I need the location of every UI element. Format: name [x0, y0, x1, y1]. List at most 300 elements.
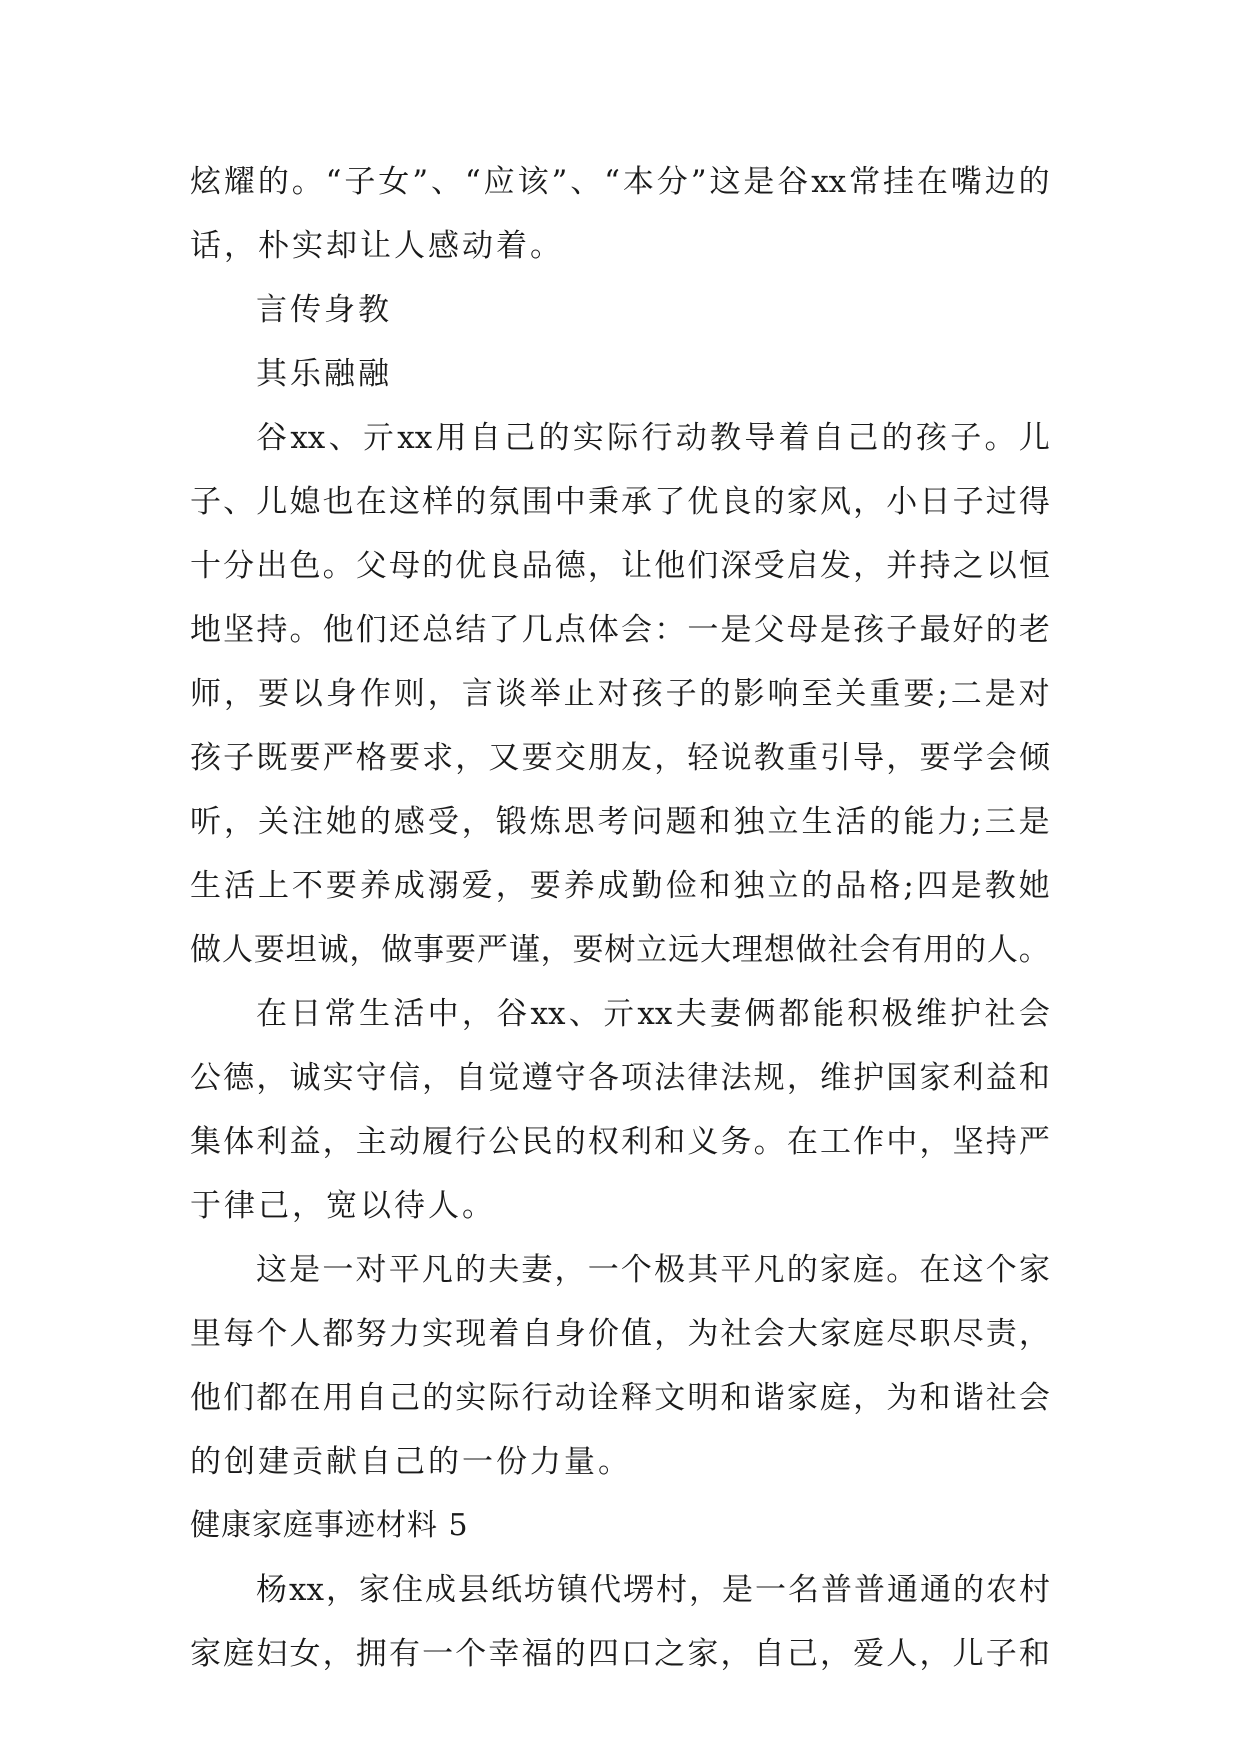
- glyph: 规: [753, 1060, 785, 1096]
- glyph: 利: [621, 1124, 653, 1160]
- glyph: 通: [919, 1572, 951, 1608]
- glyph: 优: [687, 484, 719, 520]
- glyph: “: [325, 164, 342, 200]
- glyph: 格: [869, 868, 901, 904]
- glyph: 动: [675, 420, 707, 456]
- glyph: 举: [529, 676, 561, 712]
- glyph: 国: [886, 1060, 918, 1096]
- glyph: 。: [753, 1124, 785, 1160]
- glyph: 响: [767, 676, 799, 712]
- glyph: ，: [1018, 1316, 1050, 1352]
- glyph: ，: [461, 804, 493, 840]
- glyph: 媳: [289, 484, 321, 520]
- glyph: 勤: [631, 868, 663, 904]
- glyph: 镇: [556, 1572, 588, 1608]
- text-line: [190, 854, 1050, 918]
- glyph: 在: [256, 996, 287, 1032]
- glyph: 子: [985, 1636, 1017, 1672]
- glyph: 品: [521, 548, 553, 584]
- glyph: 他: [190, 1380, 221, 1416]
- glyph: 二: [950, 676, 982, 712]
- glyph: 子: [223, 740, 255, 776]
- glyph: 爱: [461, 868, 493, 904]
- glyph: 己: [786, 1636, 818, 1672]
- glyph: 孩: [190, 740, 221, 776]
- glyph: 己: [388, 1380, 420, 1416]
- glyph: 法: [720, 1060, 752, 1096]
- glyph: 活: [223, 868, 255, 904]
- glyph: 又: [488, 740, 520, 776]
- glyph: 也: [322, 484, 354, 520]
- glyph: 考: [597, 804, 629, 840]
- glyph: 是: [743, 164, 775, 200]
- glyph: 题: [665, 804, 697, 840]
- glyph: 是: [720, 612, 752, 648]
- glyph: 觉: [488, 1060, 520, 1096]
- glyph: 孩: [631, 676, 663, 712]
- glyph: ：: [654, 612, 686, 648]
- glyph: 要: [572, 932, 604, 968]
- glyph: 积: [847, 996, 879, 1032]
- glyph: 分: [656, 164, 688, 200]
- glyph: 关: [257, 804, 289, 840]
- glyph: 他: [654, 548, 686, 584]
- glyph: 自: [812, 420, 844, 456]
- glyph: 成: [393, 868, 425, 904]
- glyph: 们: [687, 548, 719, 584]
- glyph: 庭: [853, 1316, 885, 1352]
- text-line: [190, 726, 1050, 790]
- glyph: 格: [355, 740, 387, 776]
- glyph: 炼: [529, 804, 561, 840]
- glyph: 三: [984, 804, 1016, 840]
- glyph: 。: [289, 612, 321, 648]
- glyph: ”: [690, 164, 707, 200]
- glyph: 要: [903, 676, 935, 712]
- glyph: 活: [393, 996, 425, 1032]
- glyph: 利: [952, 1060, 984, 1096]
- glyph: 会: [1018, 996, 1050, 1032]
- glyph: 各: [587, 1060, 619, 1096]
- glyph: 优: [455, 548, 487, 584]
- glyph: 锻: [495, 804, 527, 840]
- glyph: 身: [554, 1316, 586, 1352]
- glyph: 、: [223, 484, 255, 520]
- glyph: 谐: [753, 1380, 785, 1416]
- glyph: 生: [801, 804, 833, 840]
- glyph: 人: [986, 932, 1018, 968]
- glyph: 会: [621, 612, 653, 648]
- glyph: 子: [344, 164, 376, 200]
- glyph: 努: [355, 1316, 387, 1352]
- glyph: 实: [455, 1380, 487, 1416]
- glyph: 家: [786, 484, 818, 520]
- glyph: 的: [538, 420, 570, 456]
- glyph: 儿: [952, 1636, 984, 1672]
- glyph: ;: [937, 676, 948, 712]
- glyph: ，: [322, 1124, 354, 1160]
- glyph: 杨: [256, 1572, 287, 1608]
- glyph: 用: [322, 1380, 354, 1416]
- document-body: [190, 150, 1050, 1686]
- glyph: 色: [289, 548, 321, 584]
- glyph: 的: [257, 164, 289, 200]
- glyph: 重: [786, 740, 818, 776]
- glyph: 有: [891, 932, 923, 968]
- glyph: 日: [290, 996, 322, 1032]
- glyph: ，: [853, 1380, 885, 1416]
- glyph: 中: [554, 484, 586, 520]
- text-line: [190, 150, 1050, 214]
- glyph: 坊: [523, 1572, 555, 1608]
- glyph: 至: [801, 676, 833, 712]
- glyph: 民: [521, 1124, 553, 1160]
- glyph: 着: [778, 420, 810, 456]
- glyph: 作: [359, 676, 391, 712]
- glyph: 工: [819, 1124, 851, 1160]
- glyph: 围: [521, 484, 553, 520]
- glyph: 和: [720, 1380, 752, 1416]
- glyph: ，: [223, 804, 255, 840]
- text-line: [190, 534, 1050, 598]
- glyph: 诠: [587, 1380, 619, 1416]
- glyph: 际: [488, 1380, 520, 1416]
- glyph: 引: [819, 740, 851, 776]
- glyph: 样: [422, 484, 454, 520]
- glyph: 的: [985, 612, 1017, 648]
- glyph: 四: [916, 868, 948, 904]
- glyph: 感: [393, 804, 425, 840]
- glyph: 谈: [495, 676, 527, 712]
- glyph: 谷: [496, 996, 528, 1032]
- glyph: 履: [422, 1124, 454, 1160]
- glyph: 能: [812, 996, 844, 1032]
- text-line: [190, 1302, 1050, 1366]
- glyph: 以: [291, 676, 323, 712]
- glyph: 在: [916, 164, 948, 200]
- glyph: 住: [391, 1572, 423, 1608]
- glyph: 应: [483, 164, 515, 200]
- glyph: 独: [733, 868, 765, 904]
- text-line: [190, 1238, 1050, 1302]
- glyph: 。: [984, 420, 1016, 456]
- glyph: 不: [291, 868, 323, 904]
- glyph: 养: [563, 868, 595, 904]
- glyph: ”: [412, 164, 429, 200]
- glyph: 信: [388, 1060, 420, 1096]
- glyph: 是: [721, 1572, 753, 1608]
- glyph: 塄: [622, 1572, 654, 1608]
- glyph: 行: [641, 420, 673, 456]
- glyph: 启: [786, 548, 818, 584]
- glyph: 际: [607, 420, 639, 456]
- glyph: 普: [820, 1572, 852, 1608]
- glyph: 在: [289, 1380, 321, 1416]
- glyph: ，: [853, 548, 885, 584]
- glyph: 老: [1018, 612, 1050, 648]
- glyph: 行: [521, 1380, 553, 1416]
- glyph: 立: [636, 932, 668, 968]
- glyph: 诚: [317, 932, 349, 968]
- glyph: 的: [359, 804, 391, 840]
- glyph: 的: [753, 484, 785, 520]
- glyph: 夫: [675, 996, 707, 1032]
- glyph: 。: [322, 548, 354, 584]
- glyph: 让: [621, 548, 653, 584]
- glyph: 立: [767, 868, 799, 904]
- glyph: 做: [795, 932, 827, 968]
- glyph: 女: [289, 1636, 321, 1672]
- glyph: ，: [720, 1636, 752, 1672]
- glyph: 了: [654, 484, 686, 520]
- glyph: 持: [985, 1124, 1017, 1160]
- glyph: 中: [886, 1124, 918, 1160]
- glyph: 影: [733, 676, 765, 712]
- glyph: 大: [700, 932, 731, 968]
- glyph: 溺: [427, 868, 459, 904]
- glyph: 发: [819, 548, 851, 584]
- glyph: 一: [587, 1252, 619, 1288]
- glyph: 氛: [488, 484, 520, 520]
- glyph: 学: [952, 740, 984, 776]
- glyph: ，: [654, 1316, 686, 1352]
- glyph: 己: [504, 420, 536, 456]
- glyph: 思: [563, 804, 595, 840]
- glyph: ，: [455, 740, 487, 776]
- text-line: 于律己，宽以待人。: [190, 1188, 496, 1224]
- glyph: 的: [801, 868, 833, 904]
- glyph: 秉: [587, 484, 619, 520]
- glyph: 体: [223, 1124, 255, 1160]
- glyph: 良: [488, 548, 520, 584]
- glyph: 是: [1018, 804, 1050, 840]
- glyph: 每: [223, 1316, 255, 1352]
- glyph: 远: [668, 932, 700, 968]
- glyph: xx: [290, 420, 326, 456]
- glyph: 是: [819, 612, 851, 648]
- glyph: 村: [1018, 1572, 1050, 1608]
- glyph: 用: [435, 420, 467, 456]
- glyph: 作: [853, 1124, 885, 1160]
- glyph: 问: [631, 804, 663, 840]
- glyph: 平: [720, 1252, 752, 1288]
- glyph: 和: [699, 868, 731, 904]
- glyph: ，: [422, 1060, 454, 1096]
- glyph: 会: [985, 740, 1017, 776]
- glyph: 的: [955, 932, 986, 968]
- glyph: 十: [190, 548, 221, 584]
- glyph: 了: [488, 612, 520, 648]
- glyph: 、: [430, 164, 462, 200]
- glyph: 这: [388, 484, 420, 520]
- glyph: 和: [919, 1380, 951, 1416]
- glyph: 维: [819, 1060, 851, 1096]
- glyph: 要: [919, 740, 951, 776]
- glyph: 分: [223, 548, 255, 584]
- text-line: [190, 790, 1050, 854]
- glyph: 会: [1018, 1380, 1050, 1416]
- subheading: 言传身教: [256, 292, 392, 328]
- glyph: 通: [886, 1572, 918, 1608]
- glyph: 要: [521, 740, 553, 776]
- section-heading: 健康家庭事迹材料 5: [190, 1508, 469, 1543]
- glyph: 则: [393, 676, 425, 712]
- glyph: 受: [753, 548, 785, 584]
- glyph: 家: [819, 1316, 851, 1352]
- glyph: ，: [256, 1060, 288, 1096]
- glyph: 对: [1018, 676, 1050, 712]
- glyph: 着: [488, 1316, 520, 1352]
- glyph: xx: [637, 996, 673, 1032]
- glyph: 值: [621, 1316, 653, 1352]
- glyph: ”: [551, 164, 568, 200]
- glyph: 护: [950, 996, 982, 1032]
- glyph: 孩: [915, 420, 947, 456]
- glyph: 导: [853, 740, 885, 776]
- glyph: 公: [190, 1060, 221, 1096]
- text-line: [190, 662, 1050, 726]
- glyph: 妇: [256, 1636, 288, 1672]
- glyph: 德: [223, 1060, 255, 1096]
- text-line: [190, 470, 1050, 534]
- glyph: 导: [744, 420, 776, 456]
- glyph: ，: [495, 868, 527, 904]
- glyph: 护: [853, 1060, 885, 1096]
- glyph: 耀: [223, 164, 255, 200]
- text-line: [190, 918, 1050, 982]
- glyph: 社: [984, 996, 1016, 1032]
- glyph: 家: [190, 1636, 221, 1672]
- glyph: 俭: [665, 868, 697, 904]
- glyph: 德: [554, 548, 586, 584]
- glyph: 和: [654, 1124, 686, 1160]
- glyph: 会: [859, 932, 891, 968]
- glyph: 子: [190, 484, 221, 520]
- glyph: 出: [256, 548, 288, 584]
- glyph: 维: [915, 996, 947, 1032]
- glyph: 这: [709, 164, 741, 200]
- glyph: 要: [325, 868, 357, 904]
- glyph: 守: [554, 1060, 586, 1096]
- glyph: ，: [654, 740, 686, 776]
- glyph: 她: [325, 804, 357, 840]
- glyph: 都: [778, 996, 810, 1032]
- glyph: 释: [621, 1380, 653, 1416]
- glyph: 明: [687, 1380, 719, 1416]
- glyph: 谷: [777, 164, 809, 200]
- glyph: xx: [289, 1572, 324, 1608]
- glyph: 成: [424, 1572, 456, 1608]
- glyph: 结: [455, 612, 487, 648]
- glyph: 守: [355, 1060, 387, 1096]
- glyph: 良: [720, 484, 752, 520]
- glyph: 人: [886, 1636, 918, 1672]
- glyph: ，: [223, 676, 255, 712]
- glyph: 母: [786, 612, 818, 648]
- glyph: 社: [827, 932, 859, 968]
- glyph: 身: [325, 676, 357, 712]
- glyph: 挂: [882, 164, 914, 200]
- glyph: 利: [256, 1124, 288, 1160]
- text-line: [190, 982, 1050, 1046]
- glyph: 责: [985, 1316, 1017, 1352]
- glyph: 严: [322, 740, 354, 776]
- glyph: 动: [388, 1124, 420, 1160]
- glyph: 理: [731, 932, 763, 968]
- glyph: 要: [257, 676, 289, 712]
- glyph: 诚: [289, 1060, 321, 1096]
- glyph: 本: [622, 164, 654, 200]
- glyph: 其: [687, 1252, 719, 1288]
- glyph: ，: [461, 996, 493, 1032]
- glyph: 亓: [603, 996, 635, 1032]
- glyph: 力: [388, 1316, 420, 1352]
- glyph: 法: [654, 1060, 686, 1096]
- glyph: 生: [358, 996, 390, 1032]
- glyph: 严: [476, 932, 508, 968]
- glyph: 庭: [819, 1380, 851, 1416]
- glyph: xx: [530, 996, 566, 1032]
- glyph: 现: [455, 1316, 487, 1352]
- glyph: 父: [355, 548, 387, 584]
- glyph: 坚: [952, 1124, 984, 1160]
- glyph: 家: [919, 1060, 951, 1096]
- glyph: 名: [787, 1572, 819, 1608]
- glyph: 一: [687, 612, 719, 648]
- glyph: 妻: [710, 996, 741, 1032]
- glyph: 和: [699, 804, 731, 840]
- glyph: 之: [654, 1636, 686, 1672]
- glyph: 尽: [886, 1316, 918, 1352]
- glyph: 言: [461, 676, 493, 712]
- glyph: 教: [710, 420, 741, 456]
- glyph: 俩: [744, 996, 776, 1032]
- glyph: 、: [328, 420, 360, 456]
- glyph: 日: [919, 484, 951, 520]
- glyph: 自: [753, 1636, 785, 1672]
- glyph: 自: [521, 1316, 553, 1352]
- glyph: 严: [1018, 1124, 1050, 1160]
- glyph: 品: [835, 868, 867, 904]
- text-line: [190, 1622, 1050, 1686]
- glyph: ;: [971, 804, 982, 840]
- glyph: 树: [604, 932, 636, 968]
- glyph: 之: [952, 548, 984, 584]
- glyph: 要: [388, 740, 420, 776]
- glyph: 以: [985, 548, 1017, 584]
- glyph: 是: [984, 676, 1016, 712]
- glyph: 的: [952, 1572, 984, 1608]
- glyph: 县: [457, 1572, 489, 1608]
- glyph: 价: [587, 1316, 619, 1352]
- glyph: 集: [190, 1124, 221, 1160]
- glyph: 的: [554, 1124, 586, 1160]
- glyph: 的: [1018, 164, 1050, 200]
- glyph: 倾: [1018, 740, 1050, 776]
- glyph: 中: [427, 996, 459, 1032]
- glyph: 这: [952, 1252, 984, 1288]
- glyph: 坚: [223, 612, 255, 648]
- glyph: 在: [786, 1124, 818, 1160]
- glyph: 凡: [421, 1252, 453, 1288]
- glyph: 子: [950, 420, 982, 456]
- glyph: 极: [654, 1252, 686, 1288]
- glyph: 人: [221, 932, 253, 968]
- glyph: 的: [881, 420, 913, 456]
- glyph: 还: [388, 612, 420, 648]
- glyph: 的: [869, 804, 901, 840]
- glyph: 社: [985, 1380, 1017, 1416]
